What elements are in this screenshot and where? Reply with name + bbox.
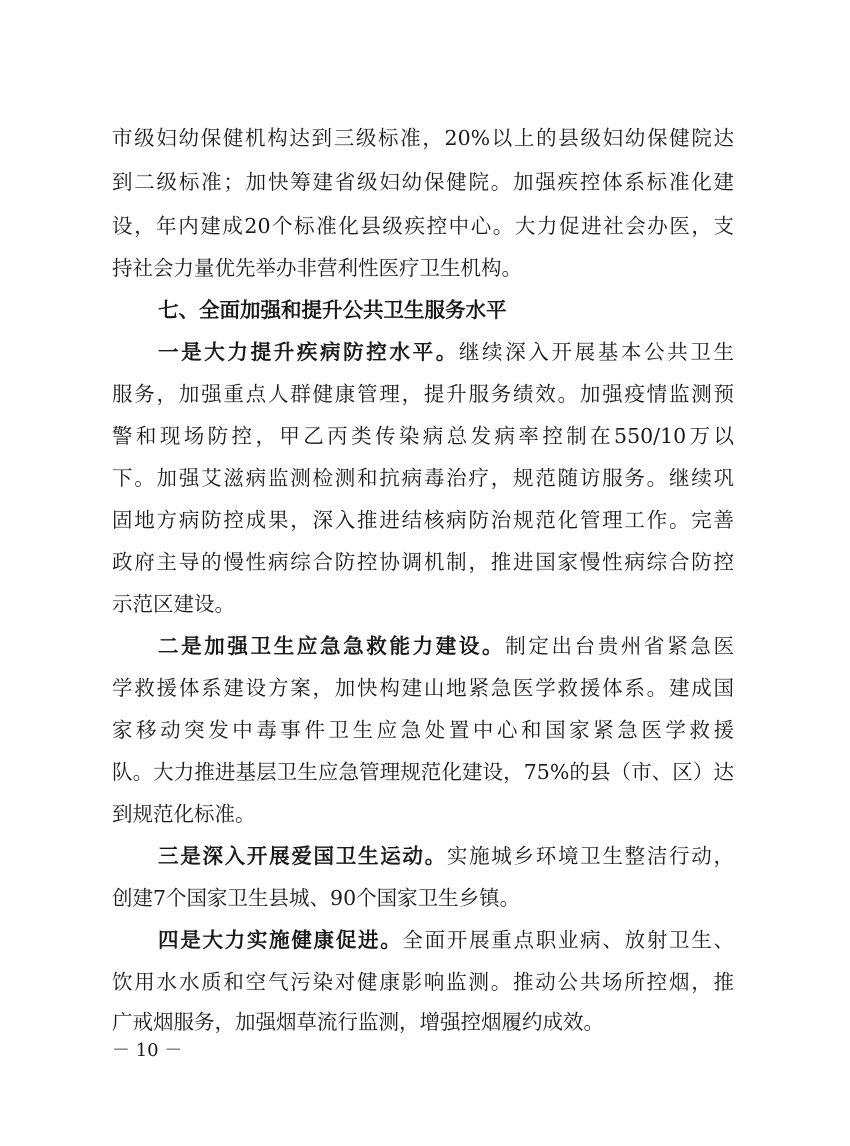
- section-heading: 七、全面加强和提升公共卫生服务水平: [158, 298, 507, 322]
- body-line: 服务，加强重点人群健康管理，提升服务绩效。加强疫情监测预: [112, 382, 734, 406]
- body-line: 创建7个国家卫生县城、90个国家卫生乡镇。: [112, 886, 521, 910]
- body-line: 到规范化标准。: [112, 802, 256, 826]
- paragraph-text: 制定出台贵州省紧急医: [505, 634, 734, 658]
- body-line: 家移动突发中毒事件卫生应急处置中心和国家紧急医学救援: [112, 718, 734, 742]
- paragraph-first-line: [158, 920, 734, 960]
- body-line: 市级妇幼保健机构达到三级标准，20%以上的县级妇幼保健院达: [112, 126, 734, 150]
- body-line: 广戒烟服务，加强烟草流行监测，增强控烟履约成效。: [112, 1010, 604, 1034]
- paragraph-text: 全面开展重点职业病、放射卫生、: [402, 928, 735, 952]
- paragraph-text: 继续深入开展基本公共卫生: [458, 340, 735, 364]
- body-line: 固地方病防控成果，深入推进结核病防治规范化管理工作。完善: [112, 508, 734, 532]
- paragraph-first-line: [158, 332, 734, 372]
- paragraph-lead: 三是深入开展爱国卫生运动。: [158, 844, 447, 868]
- page-number: － 10 －: [112, 1040, 183, 1061]
- body-line: 到二级标准；加快筹建省级妇幼保健院。加强疾控体系标准化建: [112, 170, 734, 194]
- body-line: 队。大力推进基层卫生应急管理规范化建设，75%的县（市、区）达: [112, 760, 734, 784]
- body-line: 饮用水水质和空气污染对健康影响监测。推动公共场所控烟，推: [112, 970, 734, 994]
- body-line: 学救援体系建设方案，加快构建山地紧急医学救援体系。建成国: [112, 676, 734, 700]
- paragraph-lead: 四是大力实施健康促进。: [158, 928, 403, 952]
- body-line: 设，年内建成20个标准化县级疾控中心。大力促进社会办医，支: [112, 214, 734, 238]
- body-line: 警和现场防控，甲乙丙类传染病总发病率控制在550/10万以: [112, 424, 734, 448]
- paragraph-text: 实施城乡环境卫生整洁行动，: [446, 844, 734, 868]
- paragraph-first-line: [158, 836, 734, 876]
- body-line: 下。加强艾滋病监测检测和抗病毒治疗，规范随访服务。继续巩: [112, 466, 734, 490]
- body-line: 政府主导的慢性病综合防控协调机制，推进国家慢性病综合防控: [112, 550, 734, 574]
- paragraph-lead: 二是加强卫生应急急救能力建设。: [158, 634, 506, 658]
- paragraph-lead: 一是大力提升疾病防控水平。: [158, 340, 459, 364]
- paragraph-first-line: [158, 626, 734, 666]
- body-line: 持社会力量优先举办非营利性医疗卫生机构。: [112, 256, 522, 280]
- body-line: 示范区建设。: [112, 592, 235, 616]
